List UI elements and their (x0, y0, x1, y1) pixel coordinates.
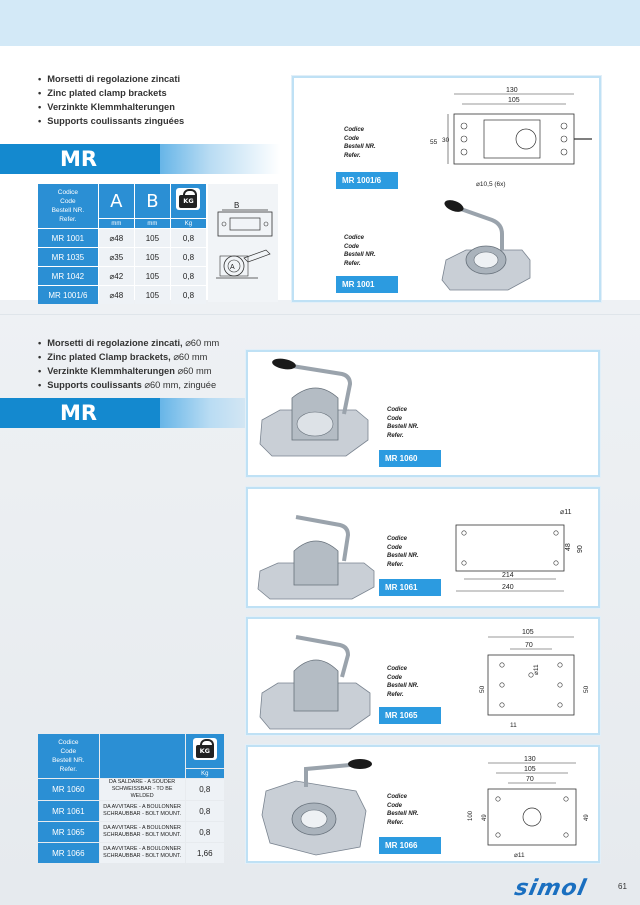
code-header: Codice Code Bestell NR. Refer. (38, 734, 99, 778)
unit-kg: Kg (171, 219, 206, 228)
section1-bullets (38, 72, 184, 128)
table-row: MR 1060 DA SALDARE - A SOUDER SCHWEISSBAR - TO BE WELDED 0,8 (38, 779, 224, 800)
product-code-badge: MR 1001/6 (336, 172, 398, 189)
svg-text:49: 49 (584, 814, 590, 821)
technical-drawing-top (424, 82, 599, 192)
product-code-badge: MR 1065 (379, 707, 441, 724)
svg-text:11: 11 (510, 722, 517, 729)
svg-text:48: 48 (565, 543, 572, 551)
product-code-badge: MR 1060 (379, 450, 441, 467)
product-card-mr1001 (292, 76, 601, 302)
table-row: MR 1066 DA AVVITARE - A BOULONNER SCHRAUBBAR - BOLT MOUNT. 1,66 (38, 843, 224, 863)
section1-spec-table (37, 183, 207, 305)
svg-text:70: 70 (526, 776, 534, 783)
brand-logo: simol (512, 876, 589, 901)
section2-title: MR (60, 401, 98, 425)
table-row: MR 1065 DA AVVITARE - A BOULONNER SCHRAUBBAR - BOLT MOUNT. 0,8 (38, 822, 224, 842)
product-code-badge: MR 1066 (379, 837, 441, 854)
clamp-photo (256, 751, 376, 861)
table-row: MR 1001 ⌀48 105 0,8 (38, 229, 206, 247)
col-kg-header (171, 184, 206, 218)
section1-title-bar (0, 144, 280, 174)
unit-a: mm (99, 219, 134, 228)
col-a-header: A (99, 184, 134, 218)
code-labels: Codice Code Bestell NR. Refer. (387, 407, 419, 439)
top-band (0, 0, 640, 46)
section2-title-bar (0, 398, 280, 428)
code-labels: Codice Code Bestell NR. Refer. (387, 536, 419, 568)
col-b-header: B (135, 184, 170, 218)
code-labels: Codice Code Bestell NR. Refer. (344, 127, 376, 159)
diagram-label-a: A (230, 264, 235, 271)
product-card-mr1066 (246, 745, 600, 863)
svg-text:90: 90 (577, 545, 584, 553)
svg-text:214: 214 (502, 572, 514, 579)
clamp-photo (256, 358, 376, 473)
svg-text:49: 49 (482, 814, 488, 821)
mount-header (100, 734, 185, 778)
svg-text:105: 105 (524, 766, 536, 773)
clamp-photo (436, 198, 536, 298)
page-number: 61 (618, 882, 627, 891)
table-row: MR 1042 ⌀42 105 0,8 (38, 267, 206, 285)
svg-text:⌀11: ⌀11 (560, 509, 572, 516)
weight-icon: KG (176, 188, 200, 210)
clamp-photo (256, 627, 376, 733)
svg-text:⌀11: ⌀11 (514, 852, 525, 859)
section2-spec-table (37, 733, 225, 864)
table-row: MR 1061 DA AVVITARE - A BOULONNER SCHRAUBBAR - BOLT MOUNT. 0,8 (38, 801, 224, 821)
svg-text:100: 100 (468, 810, 474, 821)
bullet-item: • Supports coulissants ⌀60 mm, zinguée (38, 378, 219, 392)
bullet-item: • Supports coulissants zinguées (38, 114, 184, 128)
svg-text:⌀10,5 (6x): ⌀10,5 (6x) (476, 181, 506, 188)
bullet-item: • Verzinkte Klemmhalterungen (38, 100, 184, 114)
svg-text:30: 30 (442, 137, 450, 144)
product-card-mr1061 (246, 487, 600, 608)
weight-icon: KG (193, 738, 217, 760)
svg-text:55: 55 (430, 139, 438, 146)
product-card-mr1065 (246, 617, 600, 735)
svg-text:105: 105 (508, 97, 520, 104)
technical-drawing (444, 503, 594, 605)
svg-text:130: 130 (524, 756, 536, 763)
code-labels: Codice Code Bestell NR. Refer. (387, 666, 419, 698)
section2-bullets (38, 336, 219, 392)
svg-text:70: 70 (525, 642, 533, 649)
clamp-photo (256, 505, 376, 605)
svg-text:⌀11: ⌀11 (533, 664, 540, 675)
bullet-item: • Verzinkte Klemmhalterungen ⌀60 mm (38, 364, 219, 378)
code-header: Codice Code Bestell NR. Refer. (38, 184, 98, 228)
bullet-item: • Morsetti di regolazione zincati (38, 72, 184, 86)
bullet-item: • Morsetti di regolazione zincati, ⌀60 mm (38, 336, 219, 350)
code-labels: Codice Code Bestell NR. Refer. (387, 794, 419, 826)
bullet-item: • Zinc plated Clamp brackets, ⌀60 mm (38, 350, 219, 364)
svg-text:50: 50 (583, 685, 590, 693)
section-divider (0, 314, 640, 315)
svg-text:240: 240 (502, 584, 514, 591)
technical-drawing (470, 625, 596, 731)
product-code-badge: MR 1001 (336, 276, 398, 293)
unit-kg: Kg (186, 769, 224, 778)
product-code-badge: MR 1061 (379, 579, 441, 596)
svg-text:50: 50 (479, 685, 486, 693)
section1-title: MR (60, 147, 98, 171)
diagram-label-b: B (234, 201, 240, 210)
col-kg-header (186, 734, 224, 768)
bullet-item: • Zinc plated clamp brackets (38, 86, 184, 100)
unit-b: mm (135, 219, 170, 228)
clamp-diagram-small (208, 184, 278, 302)
table-row: MR 1001/6 ⌀48 105 0,8 (38, 286, 206, 304)
svg-text:105: 105 (522, 629, 534, 636)
technical-drawing (458, 753, 596, 861)
product-card-mr1060 (246, 350, 600, 477)
code-labels: Codice Code Bestell NR. Refer. (344, 235, 376, 267)
table-row: MR 1035 ⌀35 105 0,8 (38, 248, 206, 266)
svg-text:130: 130 (506, 87, 518, 94)
